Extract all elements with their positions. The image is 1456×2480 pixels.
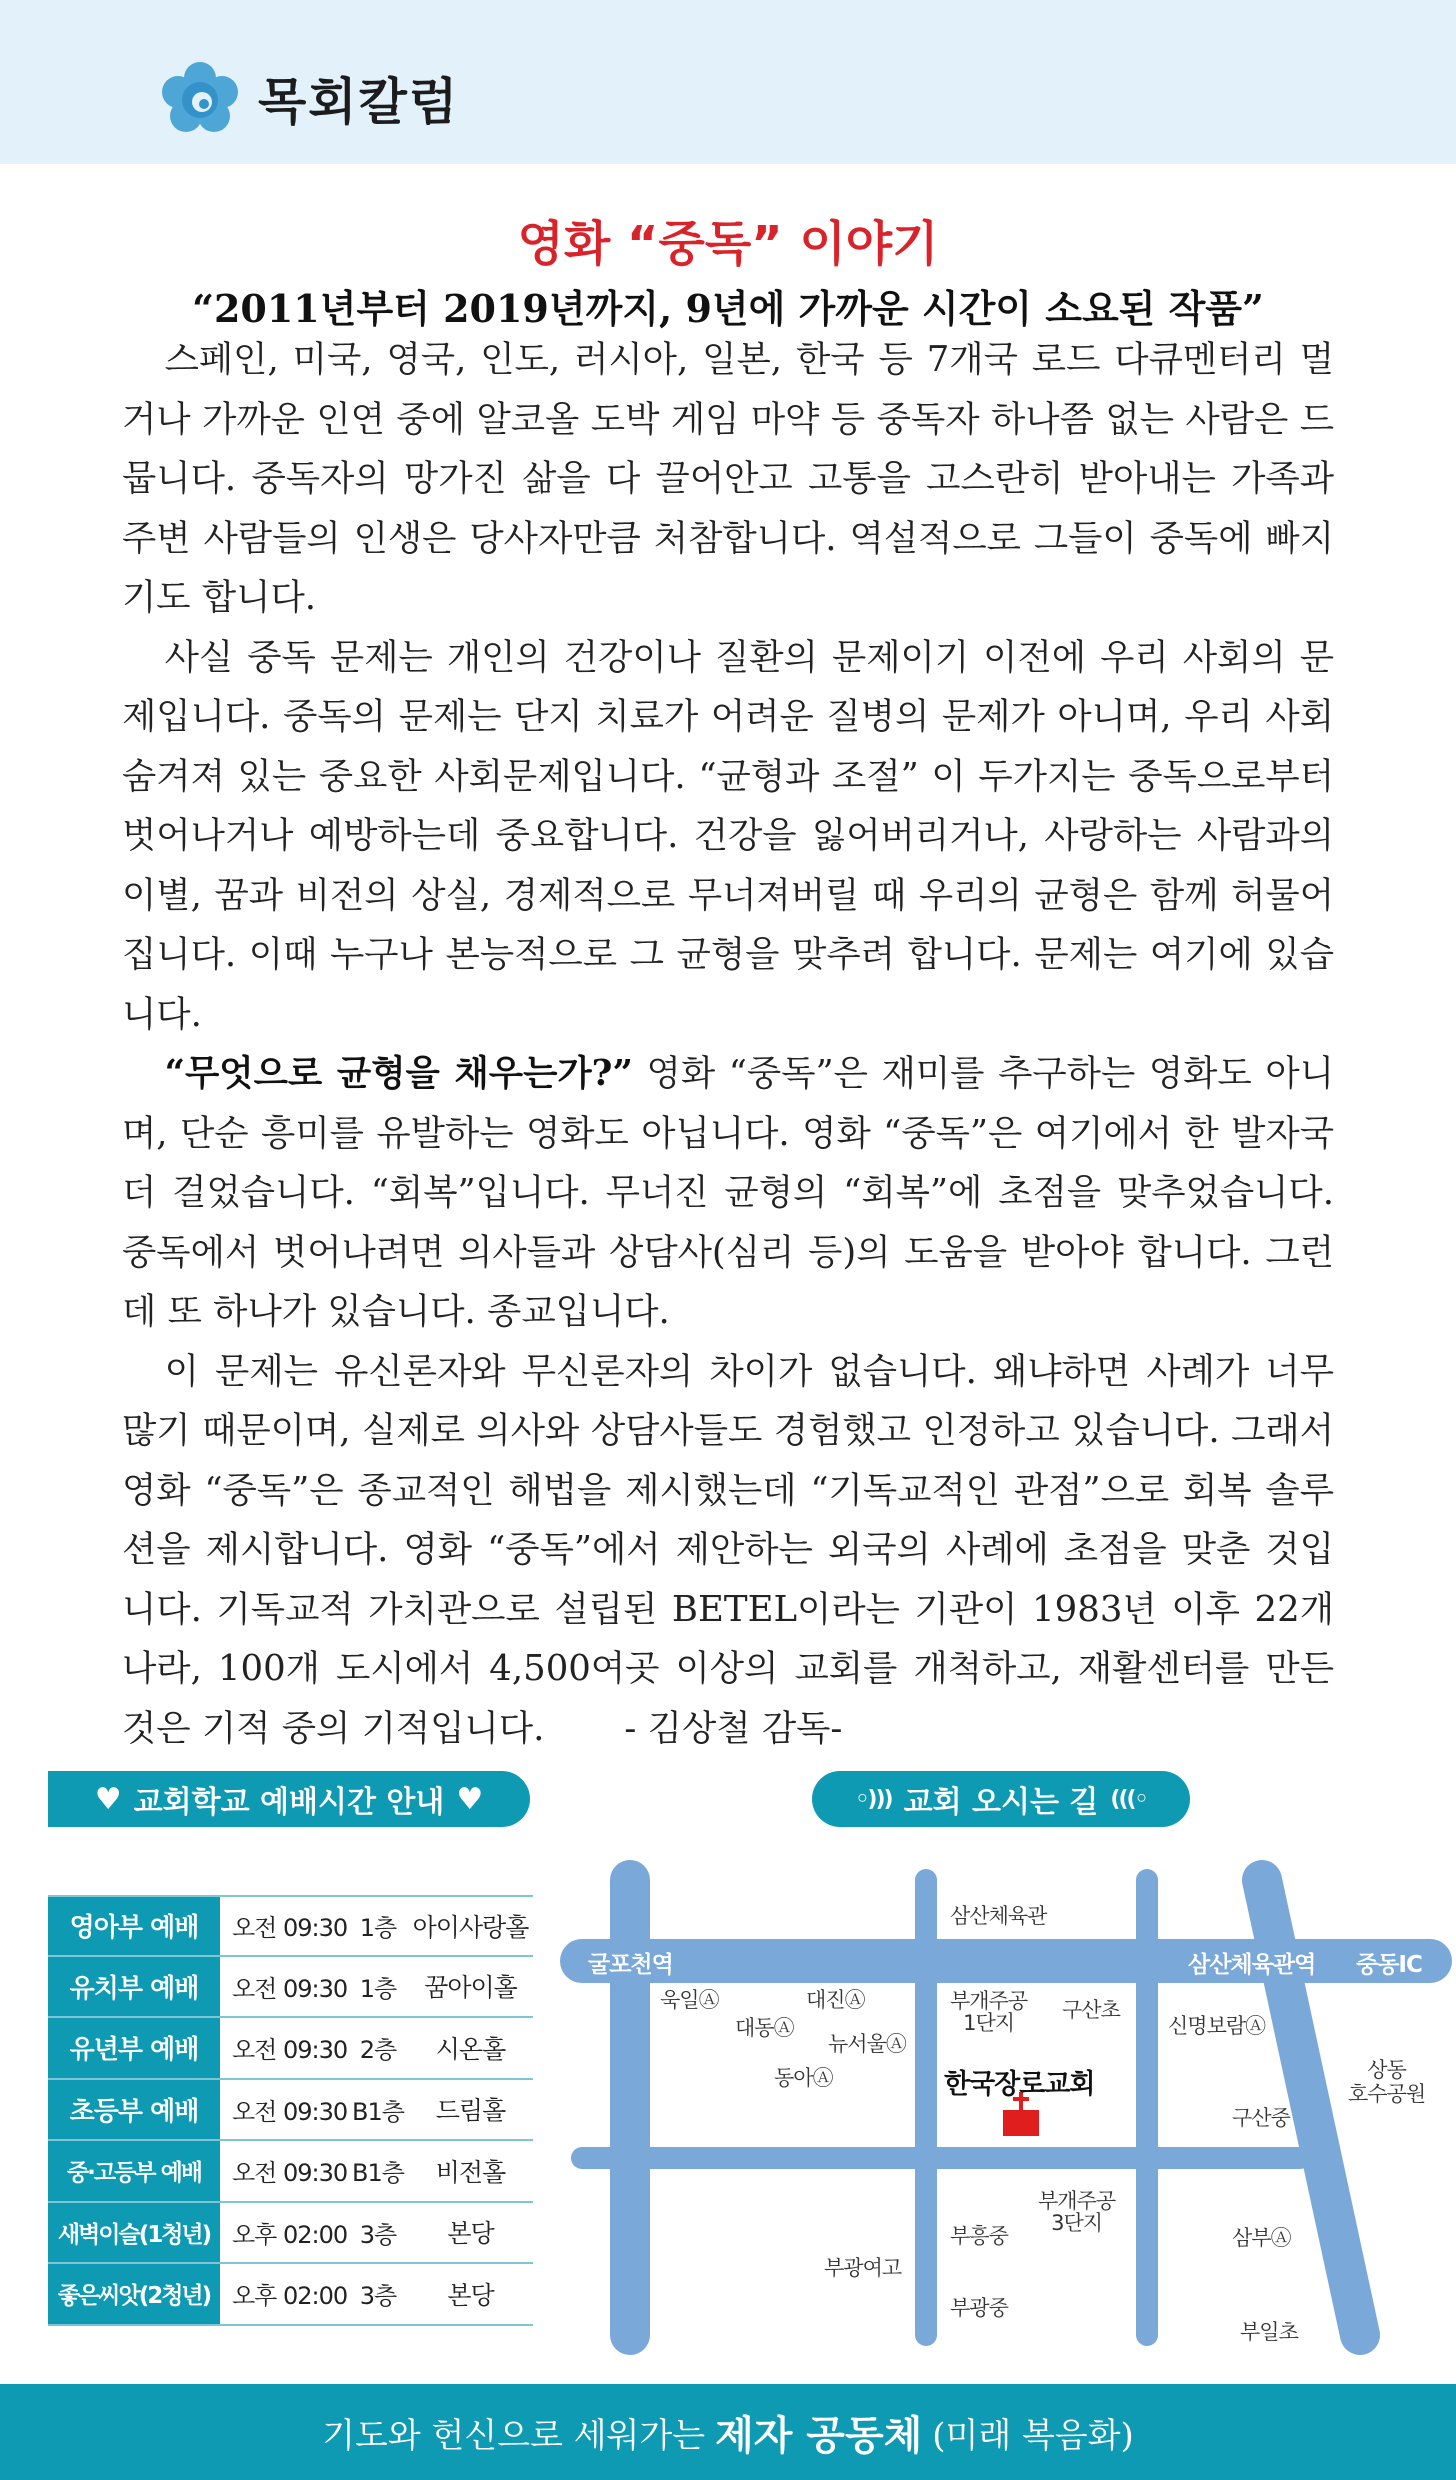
road-label-jungdong-ic: 중동IC bbox=[1356, 1952, 1422, 1978]
floor-cell: B1층 bbox=[352, 2097, 404, 2126]
table-row bbox=[48, 2018, 533, 2080]
floor-cell: 3층 bbox=[359, 2220, 397, 2249]
floor-cell: 3층 bbox=[359, 2282, 397, 2311]
sound-wave-icon: (((◦ bbox=[1110, 1786, 1147, 1812]
footer-pre: 기도와 헌신으로 세워가는 bbox=[322, 2415, 706, 2456]
label-buheung-middle: 부흥중 bbox=[950, 2224, 1008, 2248]
label-bugae-3: 부개주공 3단지 bbox=[1038, 2189, 1116, 2235]
heart-icon: ♥ bbox=[456, 1781, 484, 1817]
table-row bbox=[48, 2141, 533, 2203]
paragraph-4 bbox=[122, 1342, 1334, 1759]
floor-cell: 1층 bbox=[359, 1974, 397, 2003]
paragraph-3-emphasis: “무엇으로 균형을 채우는가?” bbox=[164, 1053, 633, 1094]
label-daedong: 대동Ⓐ bbox=[735, 2016, 794, 2040]
time-cell: 오전 09:30 bbox=[232, 2097, 348, 2126]
label-sinmyeong: 신명보람Ⓐ bbox=[1168, 2014, 1266, 2038]
page-footer bbox=[0, 2384, 1456, 2480]
article-subtitle: “2011년부터 2019년까지, 9년에 가까운 시간이 소요된 작품” bbox=[192, 286, 1264, 331]
label-sambu: 삼부Ⓐ bbox=[1232, 2226, 1291, 2250]
room-cell: 꿈아이홀 bbox=[424, 1973, 517, 2003]
paragraph-1: 스페인, 미국, 영국, 인도, 러시아, 일본, 한국 등 7개국 로드 다큐멘터리 멀거나 가까운 인연 중에 알코올 도박 게임 마약 등 중독자 하나쯤 없는 사람은 드뭅니다. 중독자의 망가진 삶을 다 끌어안고 고통을 고스란히 받아내는 가족과 주변 사람들의 인생은 당사자만큼 처참합니다. 역설적으로 그들이 중독에 빠지기도 합니다. bbox=[122, 339, 1334, 618]
label-gusan-elementary: 구산초 bbox=[1062, 1998, 1120, 2022]
paragraph-4-text: 이 문제는 유신론자와 무신론자의 차이가 없습니다. 왜냐하면 사례가 너무 많기 때문이며, 실제로 의사와 상담사들도 경험했고 인정하고 있습니다. 그래서 영화 “중독”은 종교적인 해법을 제시했는데 “기독교적인 관점”으로 회복 솔루션을 제시합니다. 영화 “중독”에서 제안하는 외국의 사례에 초점을 맞춘 것입니다. 기독교적 가치관으로 설립된 BETEL이라는 기관이 1983년 이후 22개 나라, 100개 도시에서 4,500여곳 이상의 교회를 개척하고, 재활센터를 만든 것은 기적 중의 기적입니다. bbox=[122, 1350, 1334, 1749]
label-ukil: 욱일Ⓐ bbox=[660, 1988, 719, 2012]
dept-cell: 유년부 예배 bbox=[48, 2018, 220, 2078]
room-cell: 아이사랑홀 bbox=[412, 1912, 529, 1942]
column-title: 목회칼럼 bbox=[258, 73, 460, 131]
schedule-header bbox=[48, 1771, 530, 1827]
time-cell: 오전 09:30 bbox=[232, 2159, 348, 2188]
floor-cell: B1층 bbox=[352, 2159, 404, 2188]
page-header bbox=[0, 0, 1456, 164]
label-sangdong-park: 상동 호수공원 bbox=[1348, 2058, 1426, 2106]
room-cell: 시온홀 bbox=[435, 2034, 506, 2064]
label-newseoul: 뉴서울Ⓐ bbox=[828, 2032, 906, 2056]
dept-cell: 좋은씨앗(2청년) bbox=[48, 2264, 220, 2324]
dept-cell: 중·고등부 예배 bbox=[48, 2141, 220, 2201]
road-label-gulpocheon: 굴포천역 bbox=[588, 1952, 673, 1978]
label-bugwang-middle: 부광중 bbox=[950, 2296, 1008, 2320]
room-cell: 본당 bbox=[447, 2219, 494, 2249]
label-bugae-1: 부개주공 1단지 bbox=[950, 1989, 1028, 2035]
table-row bbox=[48, 2080, 533, 2142]
footer-post: (미래 복음화) bbox=[932, 2415, 1134, 2456]
sound-wave-icon: ◦))) bbox=[855, 1786, 892, 1812]
paragraph-3 bbox=[122, 1044, 1334, 1342]
article-title: 영화 “중독” 이야기 bbox=[517, 216, 939, 272]
label-gym: 삼산체육관 bbox=[950, 1904, 1047, 1928]
road-label-samsan-station: 삼산체육관역 bbox=[1188, 1952, 1316, 1978]
schedule-table bbox=[48, 1895, 533, 2326]
church-name: 한국장로교회 bbox=[944, 2069, 1095, 2100]
table-row bbox=[48, 1895, 533, 1957]
footer-bold: 제자 공동체 bbox=[715, 2411, 923, 2459]
table-row bbox=[48, 2203, 533, 2265]
paragraph-3-text: 영화 “중독”은 재미를 추구하는 영화도 아니며, 단순 흥미를 유발하는 영화도 아닙니다. 영화 “중독”은 여기에서 한 발자국 더 걸었습니다. “회복”입니다. 무너진 균형의 “회복”에 초점을 맞추었습니다. 중독에서 벗어나려면 의사들과 상담사(심리 등)의 도움을 받아야 합니다. 그런데 또 하나가 있습니다. 종교입니다. bbox=[122, 1053, 1334, 1332]
label-bugwang-girls: 부광여고 bbox=[824, 2256, 902, 2280]
directions-map bbox=[560, 1840, 1456, 2380]
heart-icon: ♥ bbox=[94, 1781, 122, 1817]
flower-logo-icon bbox=[158, 60, 242, 136]
map-header-label: 교회 오시는 길 bbox=[903, 1785, 1099, 1820]
room-cell: 드림홀 bbox=[435, 2096, 506, 2126]
table-row bbox=[48, 1957, 533, 2019]
floor-cell: 1층 bbox=[359, 1914, 397, 1943]
label-buil-elementary: 부일초 bbox=[1240, 2320, 1298, 2344]
dept-cell: 새벽이슬(1청년) bbox=[48, 2203, 220, 2263]
article-author: - 김상철 감독- bbox=[624, 1707, 843, 1749]
time-cell: 오전 09:30 bbox=[232, 1974, 348, 2003]
dept-cell: 초등부 예배 bbox=[48, 2080, 220, 2140]
schedule-header-label: 교회학교 예배시간 안내 bbox=[133, 1785, 445, 1820]
time-cell: 오후 02:00 bbox=[232, 2282, 348, 2311]
label-gusan-middle: 구산중 bbox=[1232, 2106, 1290, 2130]
time-cell: 오후 02:00 bbox=[232, 2220, 348, 2249]
floor-cell: 2층 bbox=[359, 2036, 397, 2065]
map-header bbox=[812, 1771, 1190, 1827]
article-body bbox=[122, 330, 1334, 1758]
table-row bbox=[48, 2264, 533, 2326]
time-cell: 오전 09:30 bbox=[232, 2036, 348, 2065]
room-cell: 비전홀 bbox=[435, 2157, 506, 2187]
room-cell: 본당 bbox=[447, 2280, 494, 2310]
paragraph-2: 사실 중독 문제는 개인의 건강이나 질환의 문제이기 이전에 우리 사회의 문제입니다. 중독의 문제는 단지 치료가 어려운 질병의 문제가 아니며, 우리 사회 숨겨져 있는 중요한 사회문제입니다. “균형과 조절” 이 두가지는 중독으로부터 벗어나거나 예방하는데 중요합니다. 건강을 잃어버리거나, 사랑하는 사람과의 이별, 꿈과 비전의 상실, 경제적으로 무너져버릴 때 우리의 균형은 함께 허물어집니다. 이때 누구나 본능적으로 그 균형을 맞추려 합니다. 문제는 여기에 있습니다. bbox=[122, 636, 1334, 1035]
label-daejin: 대진Ⓐ bbox=[806, 1988, 865, 2012]
time-cell: 오전 09:30 bbox=[232, 1914, 348, 1943]
dept-cell: 유치부 예배 bbox=[48, 1957, 220, 2017]
label-donga: 동아Ⓐ bbox=[774, 2066, 833, 2090]
dept-cell: 영아부 예배 bbox=[48, 1897, 220, 1955]
